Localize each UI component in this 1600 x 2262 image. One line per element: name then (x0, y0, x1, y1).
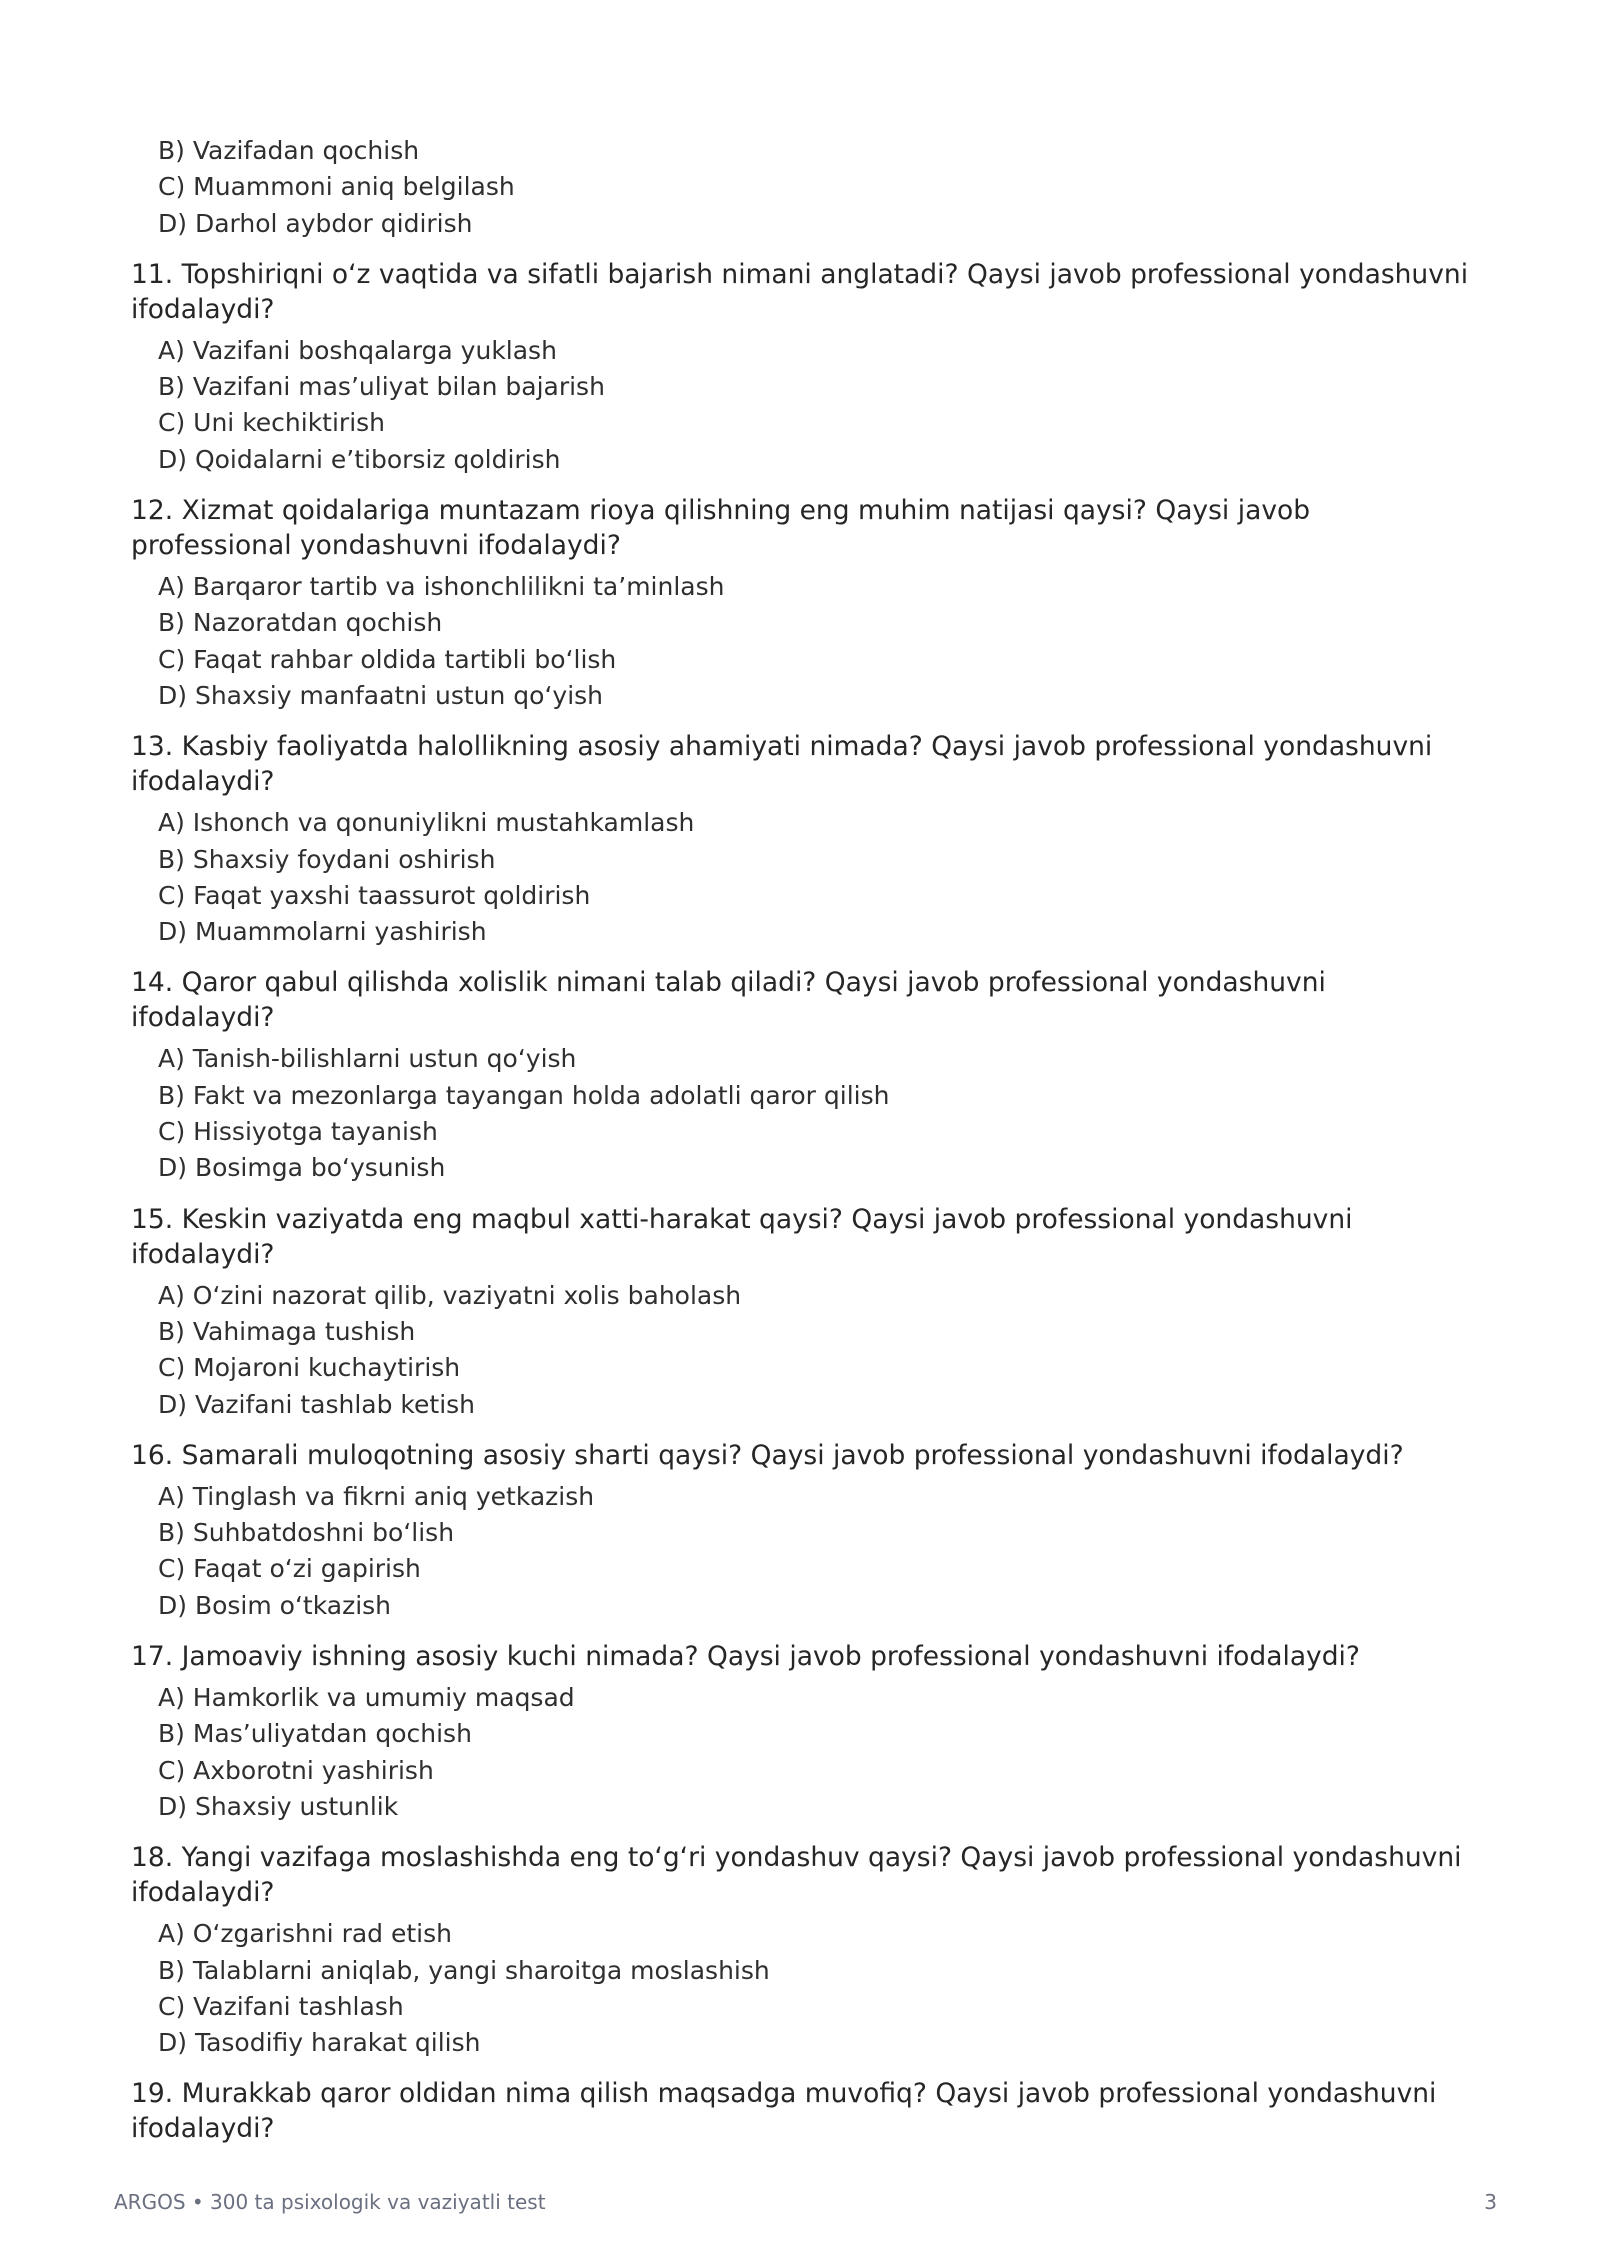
question-text: 12. Xizmat qoidalariga muntazam rioya qilishning eng muhim natijasi qaysi? Qaysi javob professional yondashuvni ifodalaydi? (131, 495, 1311, 562)
answer-option: B) Suhbatdoshni bo‘lish (158, 1518, 455, 1548)
answer-option: D) Shaxsiy ustunlik (158, 1791, 399, 1821)
answer-option: A) Tanish-bilishlarni ustun qo‘yish (158, 1044, 577, 1074)
question-text: 13. Kasbiy faoliyatda halollikning asosiy ahamiyati nimada? Qaysi javob professional yondashuvni ifodalaydi? (131, 731, 1433, 798)
question-block (131, 1639, 1471, 1825)
question-block (131, 1202, 1471, 1423)
answer-option: B) Mas’uliyatdan qochish (158, 1719, 472, 1749)
question-block (131, 2076, 1471, 2146)
question-text: 18. Yangi vazifaga moslashishda eng to‘g‘ri yondashuv qaysi? Qaysi javob professional yondashuvni ifodalaydi? (131, 1842, 1462, 1909)
answer-option: C) Vazifani tashlash (158, 1991, 404, 2021)
answer-option: B) Talablarni aniqlab, yangi sharoitga moslashish (158, 1955, 770, 1985)
answer-option: B) Shaxsiy foydani oshirish (158, 844, 496, 874)
answer-option: D) Vazifani tashlab ketish (158, 1389, 476, 1419)
question-block (131, 493, 1471, 714)
question-text: 15. Keskin vaziyatda eng maqbul xatti-harakat qaysi? Qaysi javob professional yondashuvni ifodalaydi? (131, 1203, 1353, 1270)
answer-option: C) Mojaroni kuchaytirish (158, 1353, 461, 1383)
question-text: 16. Samarali muloqotning asosiy sharti qaysi? Qaysi javob professional yondashuvni ifodalaydi? (131, 1439, 1404, 1471)
answer-option: D) Bosim o‘tkazish (158, 1590, 392, 1620)
question-text: 11. Topshiriqni o‘z vaqtida va sifatli bajarish nimani anglatadi? Qaysi javob professional yondashuvni ifodalaydi? (131, 258, 1469, 325)
question-text: 19. Murakkab qaror oldidan nima qilish maqsadga muvofiq? Qaysi javob professional yondashuvni ifodalaydi? (131, 2078, 1437, 2145)
answer-option: B) Vazifadan qochish (158, 136, 420, 165)
answer-option: C) Faqat rahbar oldida tartibli bo‘lish (158, 644, 617, 674)
footer-title: ARGOS • 300 ta psixologik va vaziyatli test (114, 2190, 546, 2214)
answer-option: A) Barqaror tartib va ishonchlilikni ta’minlash (158, 572, 725, 602)
answer-option: B) Nazoratdan qochish (158, 608, 443, 638)
answer-option: D) Qoidalarni e’tiborsiz qoldirish (158, 444, 561, 474)
answer-option: C) Faqat yaxshi taassurot qoldirish (158, 880, 591, 910)
answer-option: D) Bosimga bo‘ysunish (158, 1153, 446, 1183)
answer-option: D) Tasodifiy harakat qilish (158, 2028, 481, 2058)
answer-option: D) Muammolarni yashirish (158, 917, 487, 947)
answer-option: B) Fakt va mezonlarga tayangan holda adolatli qaror qilish (158, 1080, 890, 1110)
page-number: 3 (1484, 2190, 1497, 2214)
question-text: 14. Qaror qabul qilishda xolislik nimani talab qiladi? Qaysi javob professional yondashuvni ifodalaydi? (131, 967, 1326, 1034)
question-block (131, 1438, 1471, 1624)
answer-option: D) Shaxsiy manfaatni ustun qo‘yish (158, 680, 604, 710)
question-block (131, 729, 1471, 950)
question-block (131, 965, 1471, 1186)
answer-option: C) Faqat o‘zi gapirish (158, 1554, 421, 1584)
answer-option: C) Axborotni yashirish (158, 1755, 434, 1785)
answer-option: B) Vahimaga tushish (158, 1316, 416, 1346)
answer-option: A) Hamkorlik va umumiy maqsad (158, 1683, 575, 1713)
answer-option: C) Uni kechiktirish (158, 408, 386, 438)
answer-option: A) Ishonch va qonuniylikni mustahkamlash (158, 808, 695, 838)
leading-options (131, 133, 1471, 242)
answer-option: D) Darhol aybdor qidirish (158, 208, 473, 238)
answer-option: B) Vazifani mas’uliyat bilan bajarish (158, 372, 605, 402)
answer-option: A) Tinglash va fikrni aniq yetkazish (158, 1481, 595, 1511)
answer-option: C) Muammoni aniq belgilash (158, 172, 515, 202)
document-body (131, 133, 1471, 2152)
answer-option: A) O‘zini nazorat qilib, vaziyatni xolis baholash (158, 1280, 742, 1310)
answer-option: C) Hissiyotga tayanish (158, 1117, 438, 1147)
answer-option: A) O‘zgarishni rad etish (158, 1919, 452, 1949)
question-block (131, 1840, 1471, 2061)
question-block (131, 257, 1471, 478)
answer-option: A) Vazifani boshqalarga yuklash (158, 335, 557, 365)
question-text: 17. Jamoaviy ishning asosiy kuchi nimada? Qaysi javob professional yondashuvni ifodalaydi? (131, 1641, 1360, 1673)
